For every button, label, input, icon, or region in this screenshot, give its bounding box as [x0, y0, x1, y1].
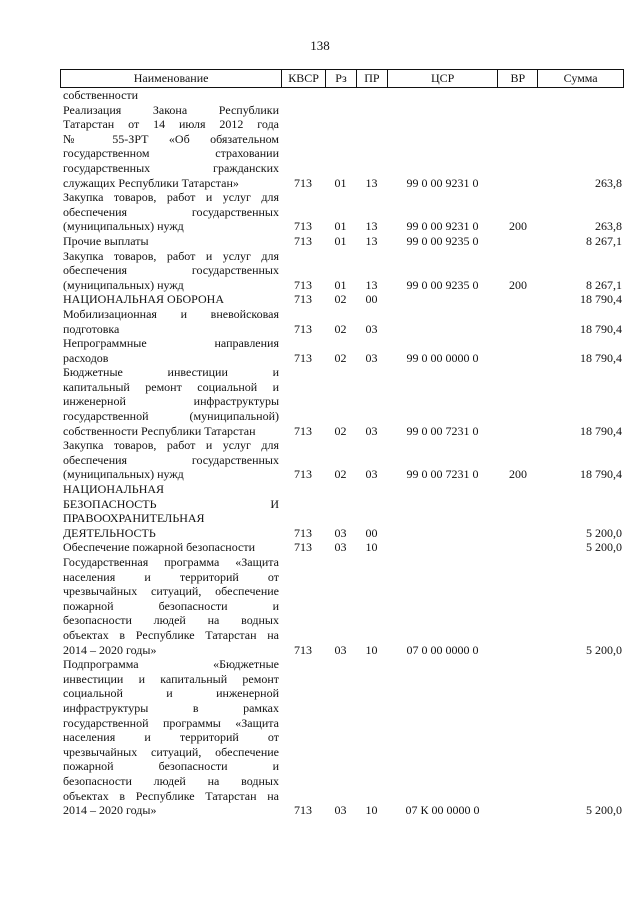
cell-pr: 13 — [365, 277, 378, 292]
row-name-line: ДЕЯТЕЛЬНОСТЬ — [63, 525, 156, 540]
cell-rz: 01 — [334, 219, 347, 234]
row-name-line: БЕЗОПАСНОСТЬ И — [63, 496, 279, 511]
header-csr: ЦСР — [387, 70, 498, 87]
row-values — [281, 176, 624, 191]
row-name — [60, 307, 281, 336]
row-name-line: Мобилизационная и вневойсковая — [63, 306, 279, 321]
row-values — [281, 278, 624, 293]
cell-csr: 99 0 00 0000 0 — [406, 350, 479, 365]
cell-rz: 03 — [334, 642, 347, 657]
cell-kvsr: 713 — [294, 540, 312, 555]
cell-rz: 02 — [334, 423, 347, 438]
row-name-line: Непрограммные направления — [63, 336, 279, 351]
row-name — [60, 88, 281, 103]
cell-kvsr: 713 — [294, 467, 312, 482]
cell-rz: 02 — [334, 321, 347, 336]
cell-vr — [498, 351, 538, 366]
row-name — [60, 103, 281, 191]
cell-pr: 03 — [365, 350, 378, 365]
row-values — [281, 526, 624, 541]
row-name-line: (муниципальных) нужд — [63, 277, 184, 292]
row-name — [60, 438, 281, 482]
header-vr: ВР — [497, 70, 537, 87]
cell-vr — [498, 176, 538, 191]
table-row — [60, 307, 624, 336]
cell-kvsr: 713 — [294, 321, 312, 336]
row-name-line: государственном страховании — [63, 146, 279, 161]
cell-pr: 03 — [365, 423, 378, 438]
cell-pr: 13 — [365, 233, 378, 248]
cell-vr: 200 — [509, 277, 527, 292]
cell-kvsr: 713 — [294, 219, 312, 234]
cell-pr: 00 — [365, 292, 378, 307]
header-name: Наименование — [133, 71, 209, 85]
row-name-line: расходов — [63, 350, 109, 365]
cell-pr: 13 — [365, 175, 378, 190]
row-name-line: № 55-ЗРТ «Об обязательном — [63, 131, 279, 146]
row-name-line: служащих Республики Татарстан» — [63, 175, 239, 190]
row-name — [60, 365, 281, 438]
row-name-line: НАЦИОНАЛЬНАЯ ОБОРОНА — [63, 292, 224, 307]
cell-csr: 99 0 00 9235 0 — [406, 277, 479, 292]
row-name-line: Закупка товаров, работ и услуг для — [63, 190, 279, 205]
cell-kvsr: 713 — [294, 423, 312, 438]
table-row — [60, 249, 624, 293]
table-row — [60, 657, 624, 818]
table-row — [60, 438, 624, 482]
cell-sum: 263,8 — [595, 219, 622, 234]
cell-rz: 03 — [334, 803, 347, 818]
row-name-line: обеспечения государственных — [63, 263, 279, 278]
cell-pr: 03 — [365, 321, 378, 336]
row-name-line: инженерной инфраструктуры — [63, 394, 279, 409]
row-name-line: населения и территорий от — [63, 730, 279, 745]
cell-rz: 01 — [334, 233, 347, 248]
cell-rz: 02 — [334, 350, 347, 365]
row-values — [281, 292, 624, 307]
cell-csr: 99 0 00 7231 0 — [406, 467, 479, 482]
row-name — [60, 249, 281, 293]
cell-sum: 8 267,1 — [586, 277, 622, 292]
row-values — [281, 424, 624, 439]
row-name-line: обеспечения государственных — [63, 204, 279, 219]
row-name-line: пожарной безопасности и — [63, 759, 279, 774]
budget-table — [60, 69, 624, 818]
row-name-line: обеспечения государственных — [63, 452, 279, 467]
cell-csr — [387, 292, 498, 307]
row-name — [60, 234, 281, 249]
table-header — [60, 69, 624, 88]
cell-csr: 99 0 00 9231 0 — [406, 219, 479, 234]
cell-rz: 03 — [334, 525, 347, 540]
row-name-line: Государственная программа «Защита — [63, 555, 279, 569]
cell-pr: 10 — [365, 540, 378, 555]
cell-sum: 5 200,0 — [586, 540, 622, 555]
row-name-line: подготовка — [63, 321, 120, 336]
row-name — [60, 336, 281, 365]
row-values — [281, 803, 624, 818]
cell-sum: 18 790,4 — [580, 350, 622, 365]
cell-csr: 07 К 00 0000 0 — [405, 803, 480, 818]
table-row — [60, 555, 624, 657]
table-body — [60, 88, 624, 818]
cell-sum: 5 200,0 — [586, 525, 622, 540]
row-name-line: Реализация Закона Республики — [63, 102, 279, 117]
row-name-line: чрезвычайных ситуаций, обеспечение — [63, 584, 279, 599]
cell-rz: 02 — [334, 292, 347, 307]
row-name — [60, 657, 281, 818]
table-row — [60, 336, 624, 365]
cell-rz: 02 — [334, 467, 347, 482]
row-name-line: безопасности людей на водных — [63, 613, 279, 628]
page-number: 138 — [310, 38, 330, 53]
cell-csr: 99 0 00 9235 0 — [406, 233, 479, 248]
cell-sum: 5 200,0 — [586, 642, 622, 657]
table-row — [60, 540, 624, 555]
row-name-line: инвестиции и капитальный ремонт — [63, 671, 279, 686]
row-name-line: государственной (муниципальной) — [63, 409, 279, 424]
cell-rz: 01 — [334, 277, 347, 292]
row-name — [60, 540, 281, 555]
row-name-line: социальной и инженерной — [63, 686, 279, 701]
row-name-line: государственных гражданских — [63, 160, 279, 175]
cell-vr — [498, 803, 538, 818]
header-rz: Рз — [325, 70, 356, 87]
cell-csr — [387, 322, 498, 337]
table-row — [60, 292, 624, 307]
cell-kvsr: 713 — [294, 525, 312, 540]
header-sum: Сумма — [537, 70, 623, 87]
cell-kvsr: 713 — [294, 175, 312, 190]
cell-rz: 03 — [334, 540, 347, 555]
row-name-line: объектах в Республике Татарстан на — [63, 788, 279, 803]
cell-vr — [498, 540, 538, 555]
cell-sum: 18 790,4 — [580, 292, 622, 307]
row-values — [281, 643, 624, 658]
cell-csr: 99 0 00 9231 0 — [406, 175, 479, 190]
row-values — [281, 467, 624, 482]
cell-csr: 99 0 00 7231 0 — [406, 423, 479, 438]
row-values — [281, 234, 624, 249]
cell-kvsr: 713 — [294, 642, 312, 657]
row-name-line: 2014 – 2020 годы» — [63, 642, 157, 657]
row-name-line: объектах в Республике Татарстан на — [63, 627, 279, 642]
header-kvsr: КВСР — [281, 70, 325, 87]
cell-pr: 10 — [365, 642, 378, 657]
cell-kvsr: 713 — [294, 803, 312, 818]
cell-sum: 18 790,4 — [580, 423, 622, 438]
row-name-line: государственной программы «Защита — [63, 715, 279, 730]
row-name-line: капитальный ремонт социальной и — [63, 379, 279, 394]
row-name-line: населения и территорий от — [63, 569, 279, 584]
cell-csr — [387, 526, 498, 541]
table-row — [60, 482, 624, 540]
cell-kvsr: 713 — [294, 277, 312, 292]
cell-csr: 07 0 00 0000 0 — [406, 642, 479, 657]
cell-sum: 5 200,0 — [586, 803, 622, 818]
row-name-line: безопасности людей на водных — [63, 773, 279, 788]
cell-vr: 200 — [509, 219, 527, 234]
cell-sum: 18 790,4 — [580, 467, 622, 482]
cell-vr — [498, 526, 538, 541]
row-values — [281, 322, 624, 337]
row-values — [281, 540, 624, 555]
cell-sum: 8 267,1 — [586, 233, 622, 248]
cell-sum: 263,8 — [595, 175, 622, 190]
row-name-line: инфраструктуры в рамках — [63, 700, 279, 715]
row-name-line: Закупка товаров, работ и услуг для — [63, 248, 279, 263]
table-row — [60, 88, 624, 103]
row-name-line: НАЦИОНАЛЬНАЯ — [63, 482, 165, 497]
table-row — [60, 234, 624, 249]
cell-pr: 00 — [365, 525, 378, 540]
cell-vr — [498, 292, 538, 307]
cell-pr: 03 — [365, 467, 378, 482]
row-name-line: собственности Республики Татарстан — [63, 423, 256, 438]
row-name-line: Закупка товаров, работ и услуг для — [63, 438, 279, 453]
row-name-line: Прочие выплаты — [63, 233, 149, 248]
table-row — [60, 103, 624, 191]
table-row — [60, 190, 624, 234]
row-name-line: Бюджетные инвестиции и — [63, 365, 279, 380]
table-row — [60, 365, 624, 438]
cell-vr — [498, 322, 538, 337]
cell-pr: 10 — [365, 803, 378, 818]
cell-sum: 18 790,4 — [580, 321, 622, 336]
cell-vr — [498, 424, 538, 439]
row-name-line: (муниципальных) нужд — [63, 467, 184, 482]
row-name-line: Обеспечение пожарной безопасности — [63, 540, 256, 555]
row-name-line: ПРАВООХРАНИТЕЛЬНАЯ — [63, 511, 205, 526]
cell-vr — [498, 643, 538, 658]
row-name — [60, 555, 281, 657]
cell-kvsr: 713 — [294, 233, 312, 248]
row-name — [60, 292, 281, 307]
cell-vr: 200 — [509, 467, 527, 482]
row-name-line: пожарной безопасности и — [63, 598, 279, 613]
cell-vr — [498, 234, 538, 249]
cell-kvsr: 713 — [294, 350, 312, 365]
row-name-line: Подпрограмма «Бюджетные — [63, 657, 279, 672]
cell-csr — [387, 540, 498, 555]
row-values — [281, 219, 624, 234]
cell-kvsr: 713 — [294, 292, 312, 307]
cell-rz: 01 — [334, 175, 347, 190]
row-name-line: Татарстан от 14 июля 2012 года — [63, 117, 279, 132]
row-name-line: 2014 – 2020 годы» — [63, 803, 157, 818]
cell-pr: 13 — [365, 219, 378, 234]
header-pr: ПР — [356, 70, 387, 87]
row-name-line: собственности — [63, 88, 139, 102]
row-name — [60, 190, 281, 234]
row-name-line: (муниципальных) нужд — [63, 219, 184, 234]
row-values — [281, 351, 624, 366]
row-name-line: чрезвычайных ситуаций, обеспечение — [63, 744, 279, 759]
row-name — [60, 482, 281, 540]
